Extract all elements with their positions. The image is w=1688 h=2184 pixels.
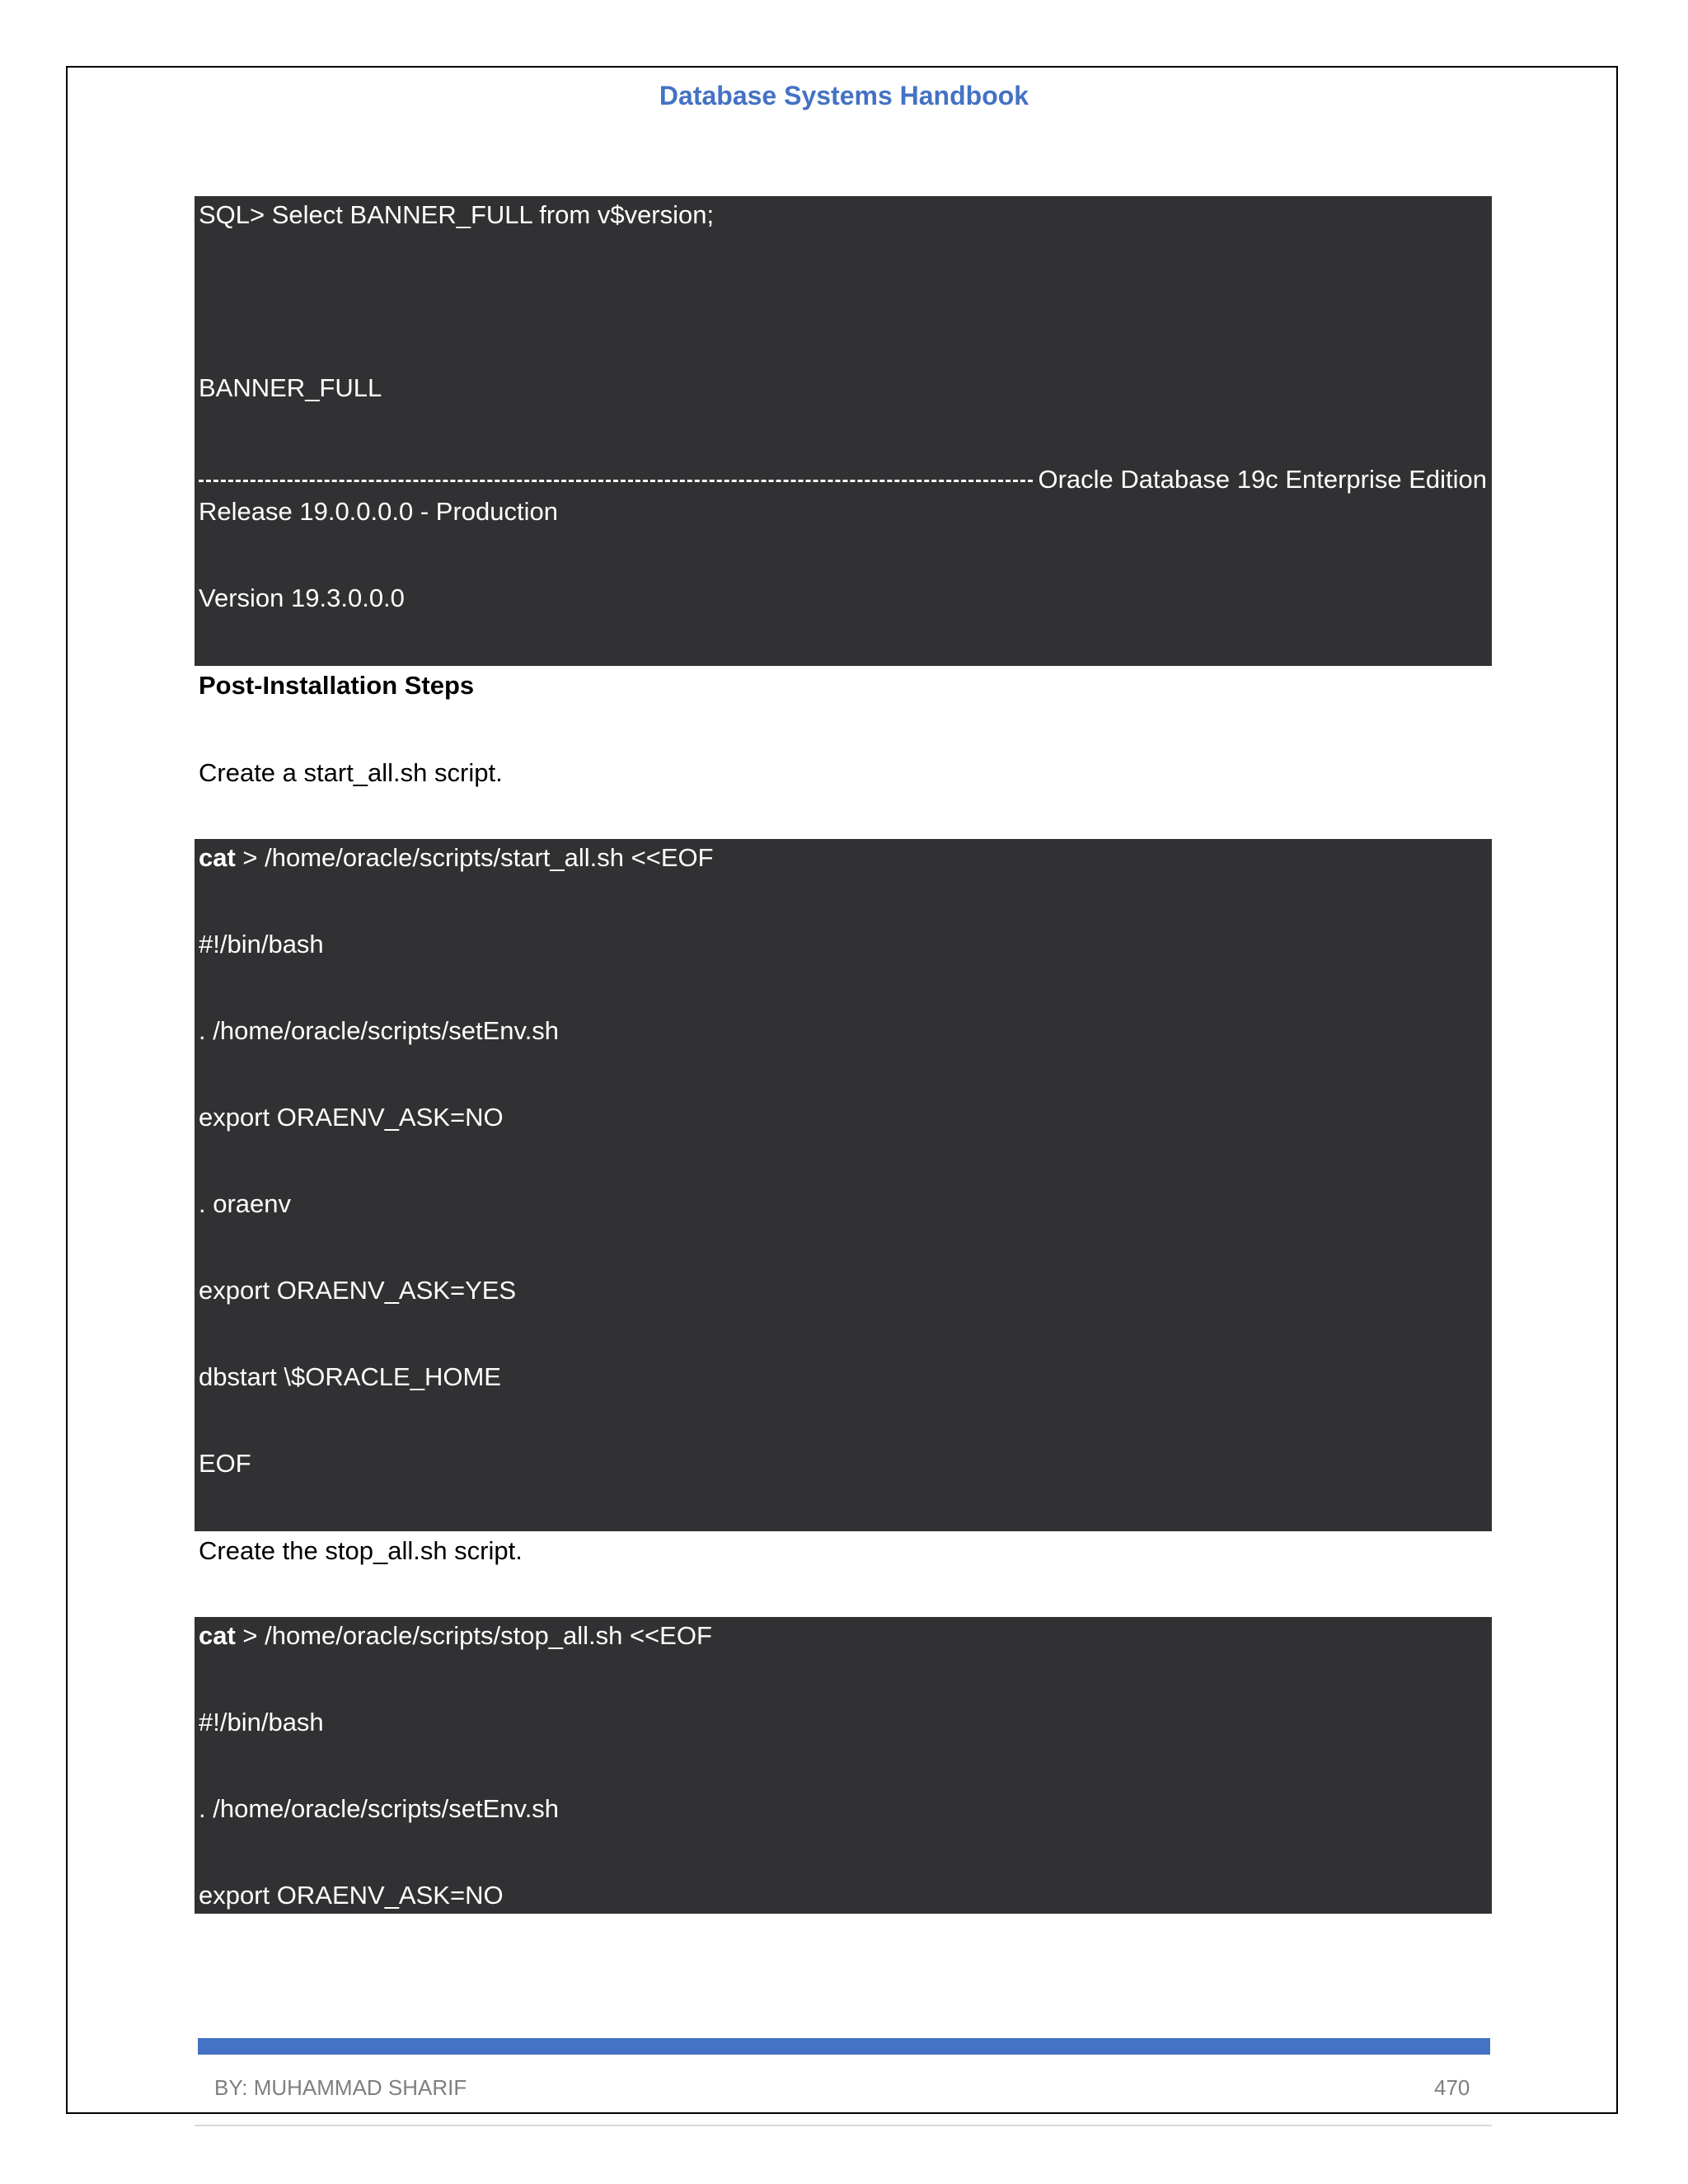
command-keyword: cat [199,1621,236,1650]
separator-line [199,463,1487,496]
footer-rule [195,2125,1492,2126]
code-line: EOF [199,1449,251,1478]
command-args: > /home/oracle/scripts/stop_all.sh <<EOF [235,1621,712,1650]
paragraph: Create a start_all.sh script. [199,758,503,787]
code-line: SQL> Select BANNER_FULL from v$version; [199,200,715,229]
paragraph: Create the stop_all.sh script. [199,1536,523,1565]
code-line: . /home/oracle/scripts/setEnv.sh [199,1016,560,1045]
code-line: export ORAENV_ASK=YES [199,1276,517,1305]
code-line: Release 19.0.0.0.0 - Production [199,497,558,526]
code-line: export ORAENV_ASK=NO [199,1881,504,1910]
footer-author: BY: MUHAMMAD SHARIF [214,2075,467,2100]
code-line: dbstart \$ORACLE_HOME [199,1362,501,1391]
code-line: Version 19.3.0.0.0 [199,583,405,612]
dashed-rule [199,480,1033,482]
section-heading: Post-Installation Steps [199,671,475,700]
code-line: BANNER_FULL [199,373,382,402]
code-line: . /home/oracle/scripts/setEnv.sh [199,1794,560,1823]
code-line: Oracle Database 19c Enterprise Edition [1038,465,1487,494]
code-line: #!/bin/bash [199,1708,324,1736]
code-line: . oraenv [199,1189,292,1218]
page-number: 470 [1434,2075,1470,2100]
stop-script-code-block [195,1617,1492,1914]
footer-accent-bar [198,2038,1490,2055]
code-line: export ORAENV_ASK=NO [199,1103,504,1132]
code-line [199,1621,712,1651]
sql-output-code-block [195,196,1492,666]
code-line [199,843,714,873]
start-script-code-block [195,839,1492,1531]
page-header-title: Database Systems Handbook [659,81,1029,110]
command-args: > /home/oracle/scripts/start_all.sh <<EOF [235,843,714,872]
code-line: #!/bin/bash [199,930,324,958]
command-keyword: cat [199,843,236,872]
